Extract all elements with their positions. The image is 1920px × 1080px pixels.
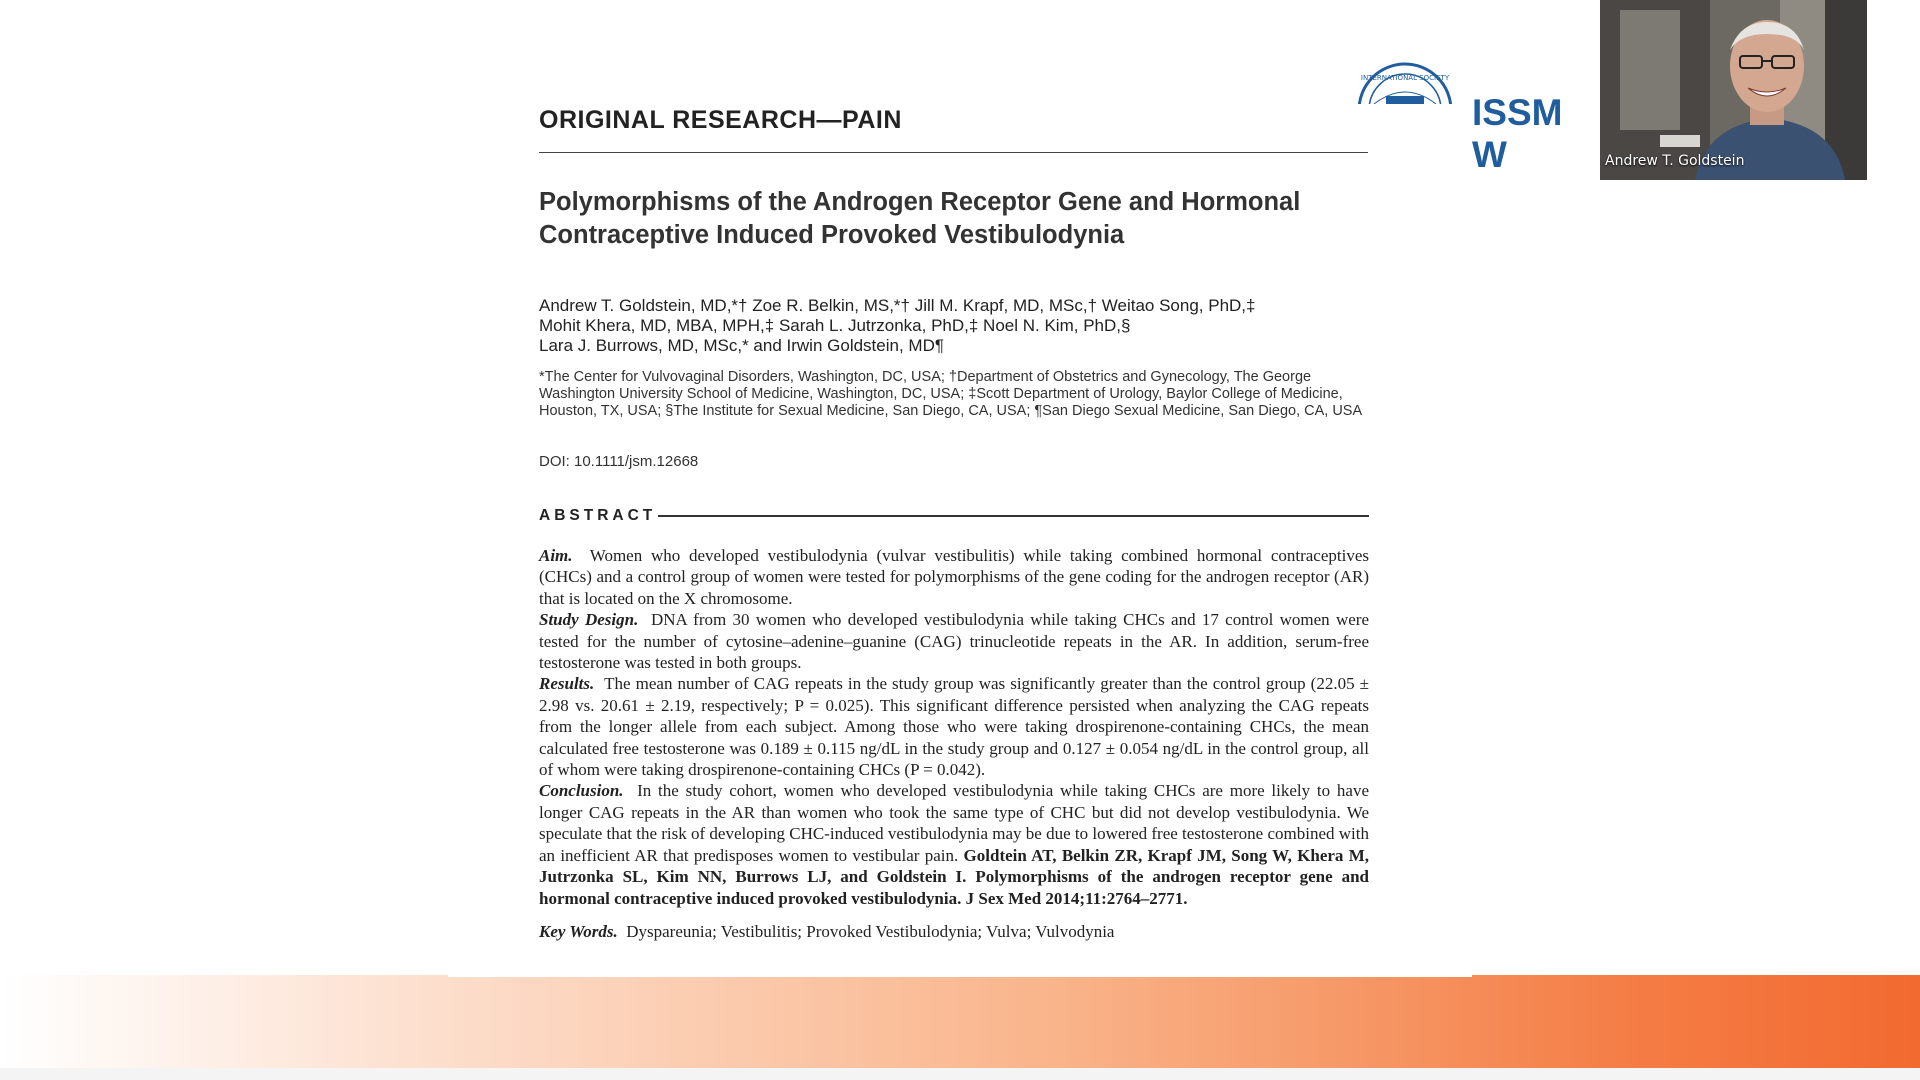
keywords-label: Key Words. bbox=[539, 922, 618, 941]
abstract-design bbox=[539, 609, 1369, 673]
abstract-conclusion bbox=[539, 780, 1369, 908]
bottom-strip bbox=[0, 1068, 1920, 1080]
abstract-aim bbox=[539, 545, 1369, 609]
doi: DOI: 10.1111/jsm.12668 bbox=[539, 453, 699, 470]
participant-name: Andrew T. Goldstein bbox=[1605, 153, 1745, 169]
results-label: Results. bbox=[539, 674, 595, 694]
issm-logo-text: ISSM W bbox=[1472, 92, 1563, 175]
design-text: DNA from 30 women who developed vestibulodynia while taking CHCs and 17 control women were tested for the number of cytosine–adenine–guanine (CAG) trinucleotide repeats in the AR. In addition, serum-free testosterone was tested in both groups. bbox=[539, 610, 1370, 673]
results-text: The mean number of CAG repeats in the study group was significantly greater than the control group (22.05 ± 2.98 vs. 20.61 ± 2.19, respectively; P = 0.025). This significant difference persisted when analyzing the CAG repeats from the longer allele from each subject. Among those who were taking drospirenone-containing CHCs, the mean calculated free testosterone was 0.189 ± 0.115 ng/dL in the study group and 0.127 ± 0.054 ng/dL in the control group, all of whom were taking drospirenone-containing CHCs (P = 0.042). bbox=[539, 674, 1369, 780]
issm-seal-icon bbox=[1354, 60, 1456, 104]
affiliations: *The Center for Vulvovaginal Disorders, Washington, DC, USA; †Department of Obstetrics and Gynecology, The George Washington University School of Medicine, Washington, DC, USA; ‡Scott Department of Urology, Baylor College of Medicine, Houston, TX, USA; §The Institute for Sexual Medicine, San Diego, CA, USA; ¶San Diego Sexual Medicine, San Diego, CA, USA bbox=[539, 369, 1363, 419]
abstract-body bbox=[539, 545, 1369, 909]
svg-text:INTERNATIONAL SOCIETY: INTERNATIONAL SOCIETY bbox=[1360, 74, 1450, 82]
section-heading: ORIGINAL RESEARCH—PAIN bbox=[539, 106, 902, 134]
author-list bbox=[539, 296, 1369, 356]
design-label: Study Design. bbox=[539, 610, 639, 630]
heading-rule bbox=[539, 152, 1368, 153]
conclusion-text: In the study cohort, women who developed vestibulodynia while taking CHCs are more likely to have longer CAG repeats in the AR than women who took the same type of CHC but did not develop vestibulodynia. We speculate that the risk of developing CHC-induced vestibulodynia may be due to lowered free testosterone combined with an inefficient AR that predisposes women to vestibular pain. bbox=[539, 781, 1370, 865]
author-line: Lara J. Burrows, MD, MSc,* and Irwin Goldstein, MD¶ bbox=[539, 336, 944, 355]
abstract-results bbox=[539, 673, 1369, 780]
conclusion-label: Conclusion. bbox=[539, 781, 624, 801]
abstract-label: ABSTRACT bbox=[539, 507, 657, 524]
citation: Goldtein AT, Belkin ZR, Krapf JM, Song W, Khera M, Jutrzonka SL, Kim NN, Burrows LJ, and Goldstein I. Polymorphisms of the androgen receptor gene and hormonal contraceptive induced provoked vestibulodynia. J Sex Med 2014;11:2764–2771. bbox=[539, 845, 1370, 908]
aim-label: Aim. bbox=[539, 546, 573, 565]
author-line: Andrew T. Goldstein, MD,*† Zoe R. Belkin, MS,*† Jill M. Krapf, MD, MSc,† Weitao Song, PhD,‡ bbox=[539, 296, 1256, 315]
paper-title-line: Polymorphisms of the Androgen Receptor Gene and Hormonal bbox=[539, 188, 1301, 216]
aim-text: Women who developed vestibulodynia (vulvar vestibulitis) while taking combined hormonal contraceptives (CHCs) and a control group of women were tested for polymorphisms of the gene coding for the androgen receptor (AR) that is located on the X chromosome. bbox=[539, 546, 1369, 608]
abstract-heading bbox=[539, 507, 1369, 525]
bottom-gradient-bar bbox=[0, 975, 1920, 1080]
webcam-tile[interactable] bbox=[1600, 0, 1867, 180]
paper-title-line: Contraceptive Induced Provoked Vestibulodynia bbox=[539, 221, 1125, 249]
author-line: Mohit Khera, MD, MBA, MPH,‡ Sarah L. Jutrzonka, PhD,‡ Noel N. Kim, PhD,§ bbox=[539, 316, 1131, 335]
issm-logo bbox=[1354, 56, 1600, 175]
keywords-text: Dyspareunia; Vestibulitis; Provoked Vestibulodynia; Vulva; Vulvodynia bbox=[626, 922, 1115, 941]
paper-title bbox=[539, 186, 1369, 252]
keywords bbox=[539, 922, 1369, 942]
abstract-rule bbox=[658, 515, 1369, 517]
